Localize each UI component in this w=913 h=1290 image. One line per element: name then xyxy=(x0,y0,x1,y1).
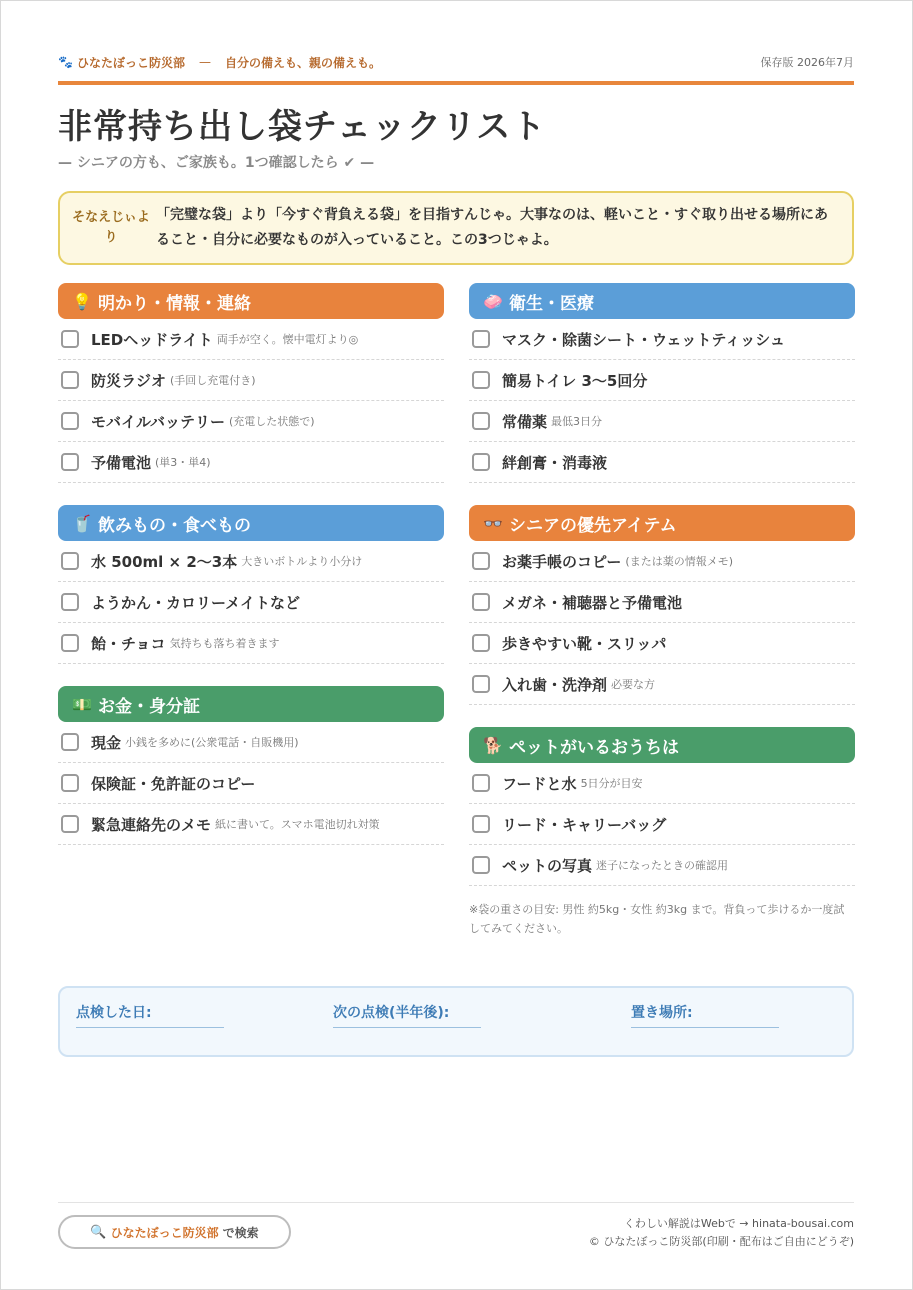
item-label: ようかん・カロリーメイトなど xyxy=(91,593,300,612)
checkbox[interactable] xyxy=(61,330,79,348)
checklist-item xyxy=(58,319,444,360)
checklist-item xyxy=(469,804,855,845)
item-label: 防災ラジオ xyxy=(91,371,167,390)
section-glasses xyxy=(469,505,855,705)
next-check-line xyxy=(333,1027,481,1028)
checklist-item xyxy=(469,623,855,664)
brand-tagline: 自分の備えも、親の備えも。 xyxy=(224,55,381,70)
checklist-item xyxy=(469,582,855,623)
item-note: 気持ちも落ち着きます xyxy=(169,637,280,650)
location-line xyxy=(631,1027,779,1028)
checkbox[interactable] xyxy=(61,733,79,751)
item-note: 紙に書いて。スマホ電池切れ対策 xyxy=(215,818,380,831)
item-label: リード・キャリーバッグ xyxy=(502,815,667,834)
checklist-item xyxy=(58,541,444,582)
search-brand: ひなたぼっこ防災部 xyxy=(110,1225,219,1240)
checklist-item xyxy=(469,360,855,401)
weight-footnote: ※袋の重さの目安: 男性 約5kg・女性 約3kg まで。背負って歩けるか一度試してみてください。 xyxy=(469,903,845,935)
item-label: 絆創膏・消毒液 xyxy=(502,453,608,472)
checkbox[interactable] xyxy=(472,593,490,611)
checklist-item xyxy=(469,401,855,442)
section-title: 衛生・医療 xyxy=(509,293,594,314)
edition-label: 保存版 2026年7月 xyxy=(760,56,854,69)
item-label: 常備薬 xyxy=(502,412,548,431)
item-label: メガネ・補聴器と予備電池 xyxy=(502,593,683,612)
location-field[interactable] xyxy=(631,1002,693,1022)
checkbox[interactable] xyxy=(472,412,490,430)
web-link-line[interactable]: くわしい解説はWebで → hinata-bousai.com xyxy=(623,1217,854,1230)
section-header xyxy=(469,727,855,763)
next-check-field[interactable] xyxy=(333,1002,449,1022)
checklist-item xyxy=(58,582,444,623)
left-column xyxy=(58,283,444,867)
item-label: 入れ歯・洗浄剤 xyxy=(502,675,608,694)
bulb-icon: 💡 xyxy=(72,291,92,311)
brand-name: ひなたぼっこ防災部 xyxy=(76,55,185,70)
soap-icon: 🧼 xyxy=(483,291,503,311)
item-note: (手回し充電付き) xyxy=(170,374,256,387)
checklist-item xyxy=(469,442,855,483)
checked-date-field[interactable] xyxy=(76,1002,152,1022)
section-title: 明かり・情報・連絡 xyxy=(98,293,251,314)
money-icon: 💵 xyxy=(72,694,92,714)
section-soap xyxy=(469,283,855,483)
checklist-item xyxy=(58,623,444,664)
checklist-item xyxy=(58,722,444,763)
search-pill[interactable] xyxy=(58,1215,291,1249)
checkbox[interactable] xyxy=(472,371,490,389)
page-title: 非常持ち出し袋チェックリスト xyxy=(58,107,547,147)
checkbox[interactable] xyxy=(472,453,490,471)
section-money xyxy=(58,686,444,845)
item-note: 小銭を多めに(公衆電話・自販機用) xyxy=(125,736,299,749)
checklist-item xyxy=(469,845,855,886)
inspection-record xyxy=(58,986,854,1057)
section-bulb xyxy=(58,283,444,483)
brand-line xyxy=(58,54,381,71)
section-header xyxy=(58,505,444,541)
paw-icon: 🐾 xyxy=(58,55,73,69)
header-rule xyxy=(58,81,854,85)
drink-icon: 🥤 xyxy=(72,513,92,533)
right-column xyxy=(469,283,855,938)
checklist-item xyxy=(469,541,855,582)
item-note: 両手が空く。懐中電灯より◎ xyxy=(216,333,359,346)
checkbox[interactable] xyxy=(61,593,79,611)
section-drink xyxy=(58,505,444,664)
search-suffix: で検索 xyxy=(222,1225,259,1240)
checklist-item xyxy=(58,763,444,804)
checklist-item xyxy=(469,763,855,804)
item-label: 水 500ml × 2〜3本 xyxy=(91,552,238,571)
item-label: ペットの写真 xyxy=(502,856,593,875)
section-title: お金・身分証 xyxy=(98,696,200,717)
checkbox[interactable] xyxy=(61,774,79,792)
checkbox[interactable] xyxy=(472,774,490,792)
item-label: 現金 xyxy=(91,733,122,752)
checkbox[interactable] xyxy=(472,675,490,693)
item-label: 簡易トイレ 3〜5回分 xyxy=(502,371,648,390)
item-label: 飴・チョコ xyxy=(91,634,166,653)
dog-icon: 🐕 xyxy=(483,735,503,755)
item-note: 大きいボトルより小分け xyxy=(241,555,363,568)
section-header xyxy=(58,283,444,319)
item-label: フードと水 xyxy=(502,774,577,793)
item-label: お薬手帳のコピー xyxy=(502,552,622,571)
checkbox[interactable] xyxy=(472,552,490,570)
item-label: 予備電池 xyxy=(91,453,152,472)
search-icon: 🔍 xyxy=(90,1224,107,1240)
item-note: 迷子になったときの確認用 xyxy=(596,859,729,872)
checkbox[interactable] xyxy=(61,371,79,389)
item-note: (単3・単4) xyxy=(155,456,211,469)
item-note: 最低3日分 xyxy=(551,415,603,428)
glasses-icon: 👓 xyxy=(483,513,503,533)
checkbox[interactable] xyxy=(61,815,79,833)
location-label: 置き場所: xyxy=(631,1005,693,1021)
checkbox[interactable] xyxy=(61,453,79,471)
item-label: マスク・除菌シート・ウェットティッシュ xyxy=(502,330,785,349)
item-note: (または薬の情報メモ) xyxy=(625,555,733,568)
checklist-item xyxy=(469,319,855,360)
footer-info xyxy=(589,1215,854,1251)
section-title: ペットがいるおうちは xyxy=(509,737,679,758)
section-header xyxy=(469,283,855,319)
checklist-item xyxy=(469,664,855,705)
item-label: 歩きやすい靴・スリッパ xyxy=(502,634,667,653)
next-check-label: 次の点検(半年後): xyxy=(333,1005,450,1021)
checkbox[interactable] xyxy=(61,634,79,652)
section-title: 飲みもの・食べもの xyxy=(98,515,251,536)
page-subtitle: — シニアの方も、ご家族も。1つ確認したら ✔ — xyxy=(58,155,375,171)
footer-rule xyxy=(58,1202,854,1203)
checkbox[interactable] xyxy=(472,634,490,652)
checklist-item xyxy=(58,360,444,401)
advice-box xyxy=(58,191,854,265)
copyright-line: © ひなたぼっこ防災部(印刷・配布はご自由にどうぞ) xyxy=(588,1235,854,1248)
section-title: シニアの優先アイテム xyxy=(509,515,677,536)
section-dog xyxy=(469,727,855,886)
item-label: LEDヘッドライト xyxy=(91,330,213,349)
checkbox[interactable] xyxy=(61,412,79,430)
top-bar xyxy=(58,51,854,73)
checklist-item xyxy=(58,442,444,483)
item-note: (充電した状態で) xyxy=(228,415,315,428)
checkbox[interactable] xyxy=(472,815,490,833)
checked-date-label: 点検した日: xyxy=(76,1005,152,1021)
checkbox[interactable] xyxy=(472,330,490,348)
section-header xyxy=(469,505,855,541)
item-note: 必要な方 xyxy=(611,678,656,691)
advice-text: 「完璧な袋」より「今すぐ背負える袋」を目指すんじゃ。大事なのは、軽いこと・すぐ取り出せる場所にあること・自分に必要なものが入っていること。この3つじゃよ。 xyxy=(156,207,828,248)
checklist-item xyxy=(58,804,444,845)
checklist-item xyxy=(58,401,444,442)
item-note: 5日分が目安 xyxy=(580,777,643,790)
brand-dash: — xyxy=(198,55,211,69)
advice-speaker: そなえじぃより xyxy=(72,210,150,245)
item-label: 緊急連絡先のメモ xyxy=(91,815,212,834)
checked-date-line xyxy=(76,1027,224,1028)
section-header xyxy=(58,686,444,722)
checkbox[interactable] xyxy=(472,856,490,874)
checkbox[interactable] xyxy=(61,552,79,570)
item-label: 保険証・免許証のコピー xyxy=(91,774,256,793)
item-label: モバイルバッテリー xyxy=(91,412,225,431)
